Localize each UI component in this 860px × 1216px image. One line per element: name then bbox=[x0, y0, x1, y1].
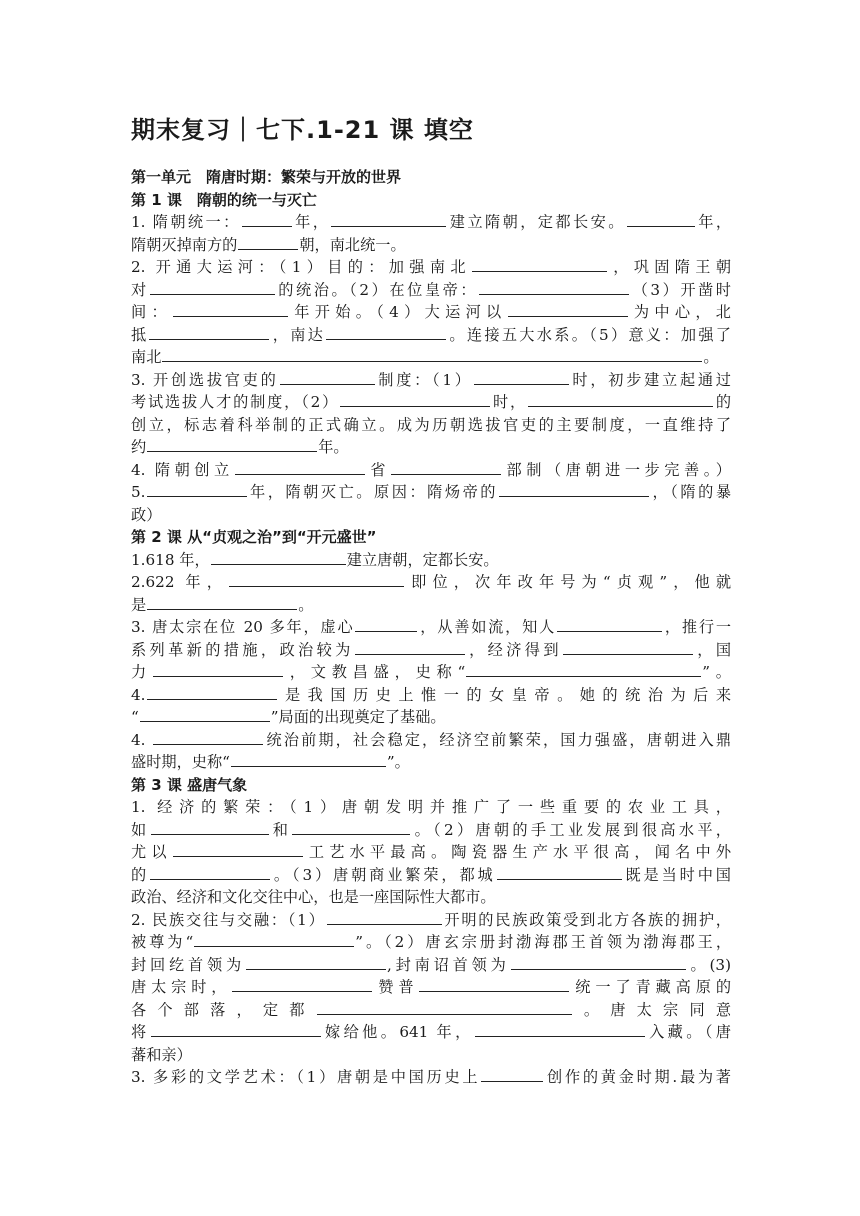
text-line bbox=[131, 414, 731, 437]
text-line bbox=[131, 976, 731, 999]
fill-in-blank[interactable] bbox=[292, 819, 410, 835]
line-text: 第 1 课 隋朝的统一与灭亡 bbox=[131, 190, 317, 209]
line-text: 2. 民族交往与交融：（1） bbox=[131, 910, 326, 929]
fill-in-blank[interactable] bbox=[327, 909, 442, 925]
text-line bbox=[131, 909, 731, 932]
line-text: 将 bbox=[131, 1023, 150, 1041]
fill-in-blank[interactable] bbox=[147, 594, 297, 610]
fill-in-blank[interactable] bbox=[238, 234, 298, 250]
fill-in-blank[interactable] bbox=[317, 999, 572, 1015]
fill-in-blank[interactable] bbox=[419, 976, 569, 992]
text-line bbox=[131, 459, 731, 482]
line-text: 。唐太宗同意 bbox=[572, 1000, 731, 1019]
fill-in-blank[interactable] bbox=[242, 211, 292, 227]
line-text: ”。 bbox=[702, 663, 731, 681]
text-line bbox=[131, 211, 731, 234]
fill-in-blank[interactable] bbox=[151, 819, 269, 835]
line-text: 建立隋朝，定都长安。 bbox=[447, 213, 626, 231]
line-text: 第 3 课 盛唐气象 bbox=[131, 775, 248, 794]
line-text: 。 bbox=[703, 348, 719, 366]
line-text: 4. 隋朝创立 bbox=[131, 460, 234, 479]
line-text: ”局面的出现奠定了基础。 bbox=[270, 708, 446, 726]
text-line bbox=[131, 324, 731, 347]
line-text: 既是当时中国 bbox=[622, 865, 731, 884]
line-text: 4. bbox=[131, 730, 153, 749]
text-line bbox=[131, 661, 731, 684]
text-line bbox=[131, 729, 731, 752]
line-text: 各个部落，定都 bbox=[131, 1000, 316, 1019]
line-text: 抵 bbox=[131, 325, 149, 344]
line-text: 如 bbox=[131, 820, 150, 839]
fill-in-blank[interactable] bbox=[235, 459, 365, 475]
fill-in-blank[interactable] bbox=[475, 1021, 645, 1037]
worksheet-body bbox=[131, 166, 731, 1089]
fill-in-blank[interactable] bbox=[563, 639, 693, 655]
fill-in-blank[interactable] bbox=[331, 211, 446, 227]
line-text: 年，隋朝灭亡。原因：隋炀帝的 bbox=[247, 483, 499, 501]
section-heading bbox=[131, 166, 731, 189]
line-text: 的 bbox=[131, 865, 150, 884]
text-line bbox=[131, 886, 731, 909]
section-heading bbox=[131, 774, 731, 797]
fill-in-blank[interactable] bbox=[474, 369, 569, 385]
line-text: 嫁给他。641 年， bbox=[321, 1023, 474, 1041]
line-text: 政） bbox=[131, 505, 162, 524]
line-text: 政治、经济和文化交往中心，也是一座国际性大都市。 bbox=[131, 888, 496, 906]
section-heading bbox=[131, 526, 731, 549]
text-line bbox=[131, 796, 731, 819]
line-text: 间： bbox=[131, 303, 172, 321]
line-text: 5. bbox=[131, 483, 146, 501]
text-line bbox=[131, 549, 731, 572]
text-line bbox=[131, 1044, 731, 1067]
line-text: 创立，标志着科举制的正式确立。成为历朝选拔官吏的主要制度，一直维持了 bbox=[131, 415, 731, 434]
fill-in-blank[interactable] bbox=[147, 684, 277, 700]
line-text: 约 bbox=[131, 438, 147, 456]
text-line bbox=[131, 931, 731, 954]
fill-in-blank[interactable] bbox=[232, 976, 372, 992]
line-text: （3）开凿时 bbox=[630, 280, 731, 299]
fill-in-blank[interactable] bbox=[194, 931, 354, 947]
fill-in-blank[interactable] bbox=[173, 841, 303, 857]
line-text: “ bbox=[131, 708, 139, 726]
line-text: 工艺水平最高。陶瓷器生产水平很高，闻名中外 bbox=[303, 843, 731, 861]
line-text: 即位，次年改年号为“贞观”，他就 bbox=[405, 573, 731, 591]
text-line bbox=[131, 954, 731, 977]
line-text: 蕃和亲） bbox=[131, 1045, 192, 1064]
line-text: ，推行一 bbox=[663, 618, 731, 636]
fill-in-blank[interactable] bbox=[140, 706, 270, 722]
fill-in-blank[interactable] bbox=[229, 571, 404, 587]
line-text: 时，初步建立起通过 bbox=[569, 370, 731, 389]
fill-in-blank[interactable] bbox=[149, 324, 269, 340]
fill-in-blank[interactable] bbox=[150, 864, 270, 880]
text-line bbox=[131, 391, 731, 414]
fill-in-blank[interactable] bbox=[231, 751, 386, 767]
fill-in-blank[interactable] bbox=[147, 436, 317, 452]
line-text: 1. 隋朝统一： bbox=[131, 213, 241, 231]
line-text: 尤以 bbox=[131, 843, 172, 861]
line-text: 年开始。（4）大运河以 bbox=[288, 303, 507, 321]
line-text: 的统治。（2）在位皇帝： bbox=[275, 280, 479, 299]
fill-in-blank[interactable] bbox=[466, 661, 701, 677]
fill-in-blank[interactable] bbox=[147, 481, 247, 497]
fill-in-blank[interactable] bbox=[391, 459, 501, 475]
line-text: ，（隋的暴 bbox=[650, 483, 731, 501]
text-line bbox=[131, 571, 731, 594]
line-text: ，从善如流，知人 bbox=[418, 618, 557, 636]
line-text: 省 bbox=[365, 460, 390, 479]
text-line bbox=[131, 841, 731, 864]
text-line bbox=[131, 346, 731, 369]
text-line bbox=[131, 819, 731, 842]
fill-in-blank[interactable] bbox=[472, 256, 607, 272]
page-title: 期末复习｜七下.1-21 课 填空 bbox=[131, 116, 474, 144]
line-text: ，巩固隋王朝 bbox=[607, 258, 731, 276]
line-text: ”。 bbox=[386, 753, 410, 771]
line-text: 的 bbox=[713, 393, 731, 411]
line-text: ，国 bbox=[693, 640, 731, 659]
line-text: 。（3）唐朝商业繁荣，都城 bbox=[271, 865, 496, 884]
fill-in-blank[interactable] bbox=[340, 391, 490, 407]
fill-in-blank[interactable] bbox=[508, 301, 628, 317]
line-text: 隋朝灭掉南方的 bbox=[131, 235, 238, 254]
line-text: 3. 多彩的文学艺术：（1）唐朝是中国历史上 bbox=[131, 1068, 481, 1086]
line-text: 1.618 年， bbox=[131, 550, 210, 569]
text-line bbox=[131, 256, 731, 279]
line-text: 系列革新的措施，政治较为 bbox=[131, 640, 354, 659]
text-line bbox=[131, 279, 731, 302]
fill-in-blank[interactable] bbox=[173, 301, 288, 317]
text-line bbox=[131, 234, 731, 257]
text-line bbox=[131, 1066, 731, 1089]
text-line bbox=[131, 751, 731, 774]
text-line bbox=[131, 1021, 731, 1044]
line-text: 封回纥首领为 bbox=[131, 955, 246, 974]
text-line bbox=[131, 684, 731, 707]
line-text: 开明的民族政策受到北方各族的拥护， bbox=[442, 910, 731, 929]
text-line bbox=[131, 369, 731, 392]
line-text: 创作的黄金时期.最为著 bbox=[544, 1068, 731, 1086]
line-text: ,封南诏首领为 bbox=[387, 955, 510, 974]
line-text: ，南达 bbox=[270, 325, 326, 344]
fill-in-blank[interactable] bbox=[150, 279, 275, 295]
fill-in-blank[interactable] bbox=[211, 549, 346, 565]
fill-in-blank[interactable] bbox=[355, 639, 465, 655]
line-text: 年， bbox=[292, 213, 331, 231]
line-text: 第一单元 隋唐时期：繁荣与开放的世界 bbox=[131, 168, 402, 186]
line-text: 是 bbox=[131, 595, 147, 614]
line-text: 为中心，北 bbox=[628, 303, 731, 321]
line-text: 部制（唐朝进一步完善。） bbox=[501, 460, 731, 479]
line-text: 赞普 bbox=[373, 978, 419, 996]
line-text: ，经济得到 bbox=[465, 640, 562, 659]
line-text: 4. bbox=[131, 685, 146, 704]
fill-in-blank[interactable] bbox=[151, 1021, 321, 1037]
line-text: 统一了青藏高原的 bbox=[570, 978, 731, 996]
section-heading bbox=[131, 189, 731, 212]
text-line bbox=[131, 864, 731, 887]
line-text: ”。（2）唐玄宗册封渤海郡王首领为渤海郡王， bbox=[355, 933, 731, 951]
line-text: 年。 bbox=[318, 438, 349, 456]
fill-in-blank[interactable] bbox=[497, 864, 622, 880]
fill-in-blank[interactable] bbox=[326, 324, 446, 340]
line-text: 第 2 课 从“贞观之治”到“开元盛世” bbox=[131, 528, 377, 546]
fill-in-blank[interactable] bbox=[355, 616, 417, 632]
fill-in-blank[interactable] bbox=[557, 616, 662, 632]
line-text: 入藏。（唐 bbox=[645, 1023, 731, 1041]
line-text: 2. 开通大运河：（1）目的：加强南北 bbox=[131, 258, 471, 276]
line-text: 。 bbox=[298, 595, 314, 614]
line-text: 3. 唐太宗在位 20 多年，虚心 bbox=[131, 618, 355, 636]
text-line bbox=[131, 616, 731, 639]
line-text: 制度：（1） bbox=[375, 370, 473, 389]
fill-in-blank[interactable] bbox=[528, 391, 713, 407]
text-line bbox=[131, 639, 731, 662]
fill-in-blank[interactable] bbox=[511, 954, 686, 970]
fill-in-blank[interactable] bbox=[153, 661, 283, 677]
fill-in-blank[interactable] bbox=[499, 481, 649, 497]
fill-in-blank[interactable] bbox=[481, 1066, 543, 1082]
line-text: 。(3) bbox=[686, 955, 731, 974]
fill-in-blank[interactable] bbox=[479, 279, 629, 295]
text-line bbox=[131, 481, 731, 504]
line-text: 被尊为“ bbox=[131, 933, 194, 951]
line-text: 朝，南北统一。 bbox=[299, 235, 406, 254]
line-text: 对 bbox=[131, 280, 149, 299]
line-text: 。连接五大水系。（5）意义：加强了 bbox=[447, 325, 731, 344]
fill-in-blank[interactable] bbox=[162, 346, 702, 362]
text-line bbox=[131, 594, 731, 617]
line-text: 盛时期，史称“ bbox=[131, 753, 230, 771]
line-text: 考试选拔人才的制度，（2） bbox=[131, 393, 340, 411]
line-text: 年， bbox=[695, 213, 731, 231]
text-line bbox=[131, 436, 731, 459]
fill-in-blank[interactable] bbox=[280, 369, 375, 385]
fill-in-blank[interactable] bbox=[153, 729, 263, 745]
line-text: 建立唐朝，定都长安。 bbox=[346, 550, 499, 569]
line-text: ，文教昌盛，史称“ bbox=[283, 663, 466, 681]
line-text: 。（2）唐朝的手工业发展到很高水平， bbox=[411, 820, 731, 839]
text-line bbox=[131, 706, 731, 729]
line-text: 和 bbox=[269, 820, 292, 839]
line-text: 南北 bbox=[131, 348, 162, 366]
line-text: 唐太宗时， bbox=[131, 978, 232, 996]
line-text: 力 bbox=[131, 663, 152, 681]
line-text: 是我国历史上惟一的女皇帝。她的统治为后来 bbox=[277, 685, 731, 704]
text-line bbox=[131, 504, 731, 527]
line-text: 统治前期，社会稳定，经济空前繁荣，国力强盛，唐朝进入鼎 bbox=[264, 730, 731, 749]
line-text: 2.622 年， bbox=[131, 573, 229, 591]
line-text: 1. 经济的繁荣：（1）唐朝发明并推广了一些重要的农业工具， bbox=[131, 798, 731, 816]
line-text: 时， bbox=[491, 393, 527, 411]
fill-in-blank[interactable] bbox=[246, 954, 386, 970]
fill-in-blank[interactable] bbox=[627, 211, 695, 227]
line-text: 3. 开创选拔官吏的 bbox=[131, 370, 279, 389]
text-line bbox=[131, 301, 731, 324]
text-line bbox=[131, 999, 731, 1022]
